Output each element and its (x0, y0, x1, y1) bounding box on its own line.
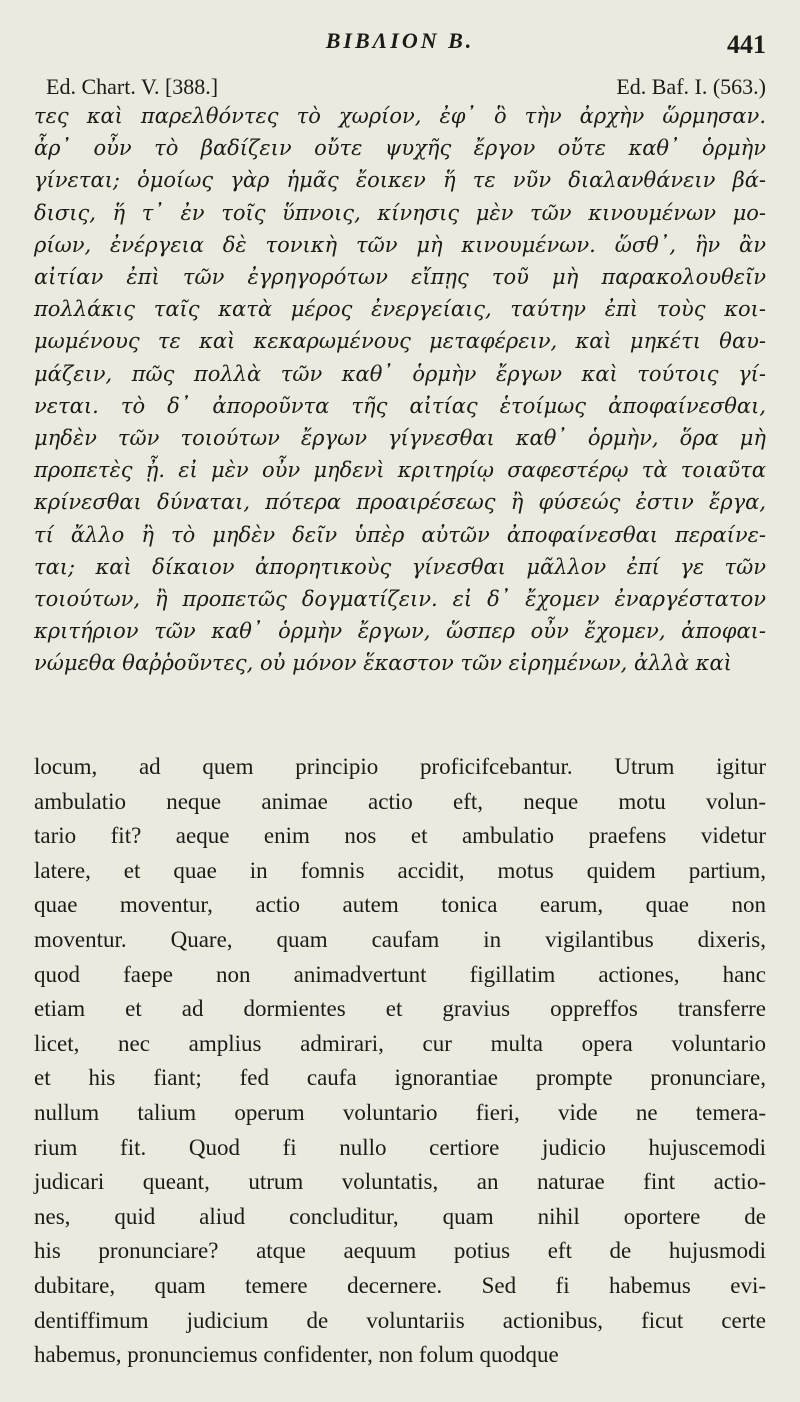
latin-text-line: nullum talium operum voluntario fieri, vide ne temera- (34, 1099, 766, 1125)
latin-text-line: locum, ad quem principio proficifcebantur. Utrum igitur (34, 754, 766, 779)
greek-text-line: κριτήριον τῶν καθ᾽ ὁρμὴν ἔργων, ὥσπερ οὖν ἔχομεν, ἀποφαι- (34, 619, 766, 644)
latin-text-line: latere, et quae in fomnis accidit, motus quidem partium, (34, 857, 766, 883)
latin-text-line: ambulatio neque animae actio eft, neque motu volun- (34, 788, 766, 814)
latin-text-line: et his fiant; fed caufa ignorantiae prompte pronunciare, (34, 1065, 766, 1091)
greek-text-line: νώμεθα θαῤῥοῦντες, οὐ μόνον ἕκαστον τῶν εἰρημένων, ἀλλὰ καὶ (34, 651, 732, 676)
latin-text-line: his pronunciare? atque aequum potius eft de hujusmodi (34, 1238, 766, 1264)
greek-text-line: γίνεται; ὁμοίως γὰρ ἡμᾶς ἔοικεν ἥ τε νῦν διαλανθάνειν βά- (34, 168, 766, 193)
greek-text-line: μωμένους τε καὶ κεκαρωμένους μεταφέρειν, καὶ μηκέτι θαυ- (34, 329, 766, 354)
greek-text-line: πολλάκις ταῖς κατὰ μέρος ἐνεργείαις, ταύτην ἐπὶ τοὺς κοι- (34, 297, 766, 322)
greek-text-line: τί ἄλλο ἢ τὸ μηδὲν δεῖν ὑπὲρ αὐτῶν ἀποφαίνεσθαι περαίνε- (34, 522, 766, 547)
greek-text-line: μάζειν, πῶς πολλὰ τῶν καθ᾽ ὁρμὴν ἔργων καὶ τούτοις γί- (34, 361, 766, 386)
latin-text-line: etiam et ad dormientes et gravius oppreffos transferre (34, 996, 766, 1022)
greek-text-line: τοιούτων, ἢ προπετῶς δογματίζειν. εἰ δ᾽ ἔχομεν ἐναργέστατον (34, 587, 766, 612)
greek-text-line: νεται. τὸ δ᾽ ἀποροῦντα τῆς αἰτίας ἑτοίμως ἀποφαίνεσθαι, (34, 393, 766, 418)
running-title: BIBΛΙΟΝ B. (325, 28, 475, 53)
latin-text-line: nes, quid aliud concluditur, quam nihil oportere de (34, 1203, 766, 1229)
greek-text-line: κρίνεσθαι δύναται, πότερα προαιρέσεως ἢ φύσεώς ἐστιν ἔργα, (34, 490, 766, 515)
latin-text-line: dubitare, quam temere decernere. Sed fi habemus evi- (34, 1272, 766, 1298)
latin-text-line: quod faepe non animadvertunt figillatim actiones, hanc (34, 961, 766, 987)
latin-text-line: judicari queant, utrum voluntatis, an naturae fint actio- (34, 1169, 766, 1195)
greek-text-line: ται; καὶ δίκαιον ἀπορητικοὺς γίνεσθαι μᾶλλον ἐπί γε τῶν (34, 554, 766, 579)
greek-text-block (34, 100, 766, 680)
greek-text-line: μηδὲν τῶν τοιούτων ἔργων γίγνεσθαι καθ᾽ ὁρμὴν, ὅρα μὴ (34, 426, 766, 451)
latin-text-block (34, 750, 766, 1373)
edition-reference-basel: Ed. Baf. I. (563.) (616, 74, 766, 99)
greek-text-line: ἆρ᾽ οὖν τὸ βαδίζειν οὔτε ψυχῆς ἔργον οὔτε καθ᾽ ὁρμὴν (34, 136, 766, 161)
greek-text-line: ρίων, ἐνέργεια δὲ τονικὴ τῶν μὴ κινουμένων. ὥσθ᾽, ἣν ἂν (34, 232, 766, 257)
latin-text-line: tario fit? aeque enim nos et ambulatio praefens videtur (34, 823, 766, 849)
latin-text-line: dentiffimum judicium de voluntariis actionibus, ficut certe (34, 1307, 766, 1333)
latin-text-line: quae moventur, actio autem tonica earum, quae non (34, 892, 766, 918)
latin-text-line: habemus, pronunciemus confidenter, non folum quodque (34, 1342, 559, 1368)
greek-text-line: δισις, ἥ τ᾽ ἐν τοῖς ὕπνοις, κίνησις μὲν τῶν κινουμένων μο- (34, 200, 766, 225)
latin-text-line: licet, nec amplius admirari, cur multa opera voluntario (34, 1030, 766, 1056)
edition-reference-chartier: Ed. Chart. V. [388.] (46, 74, 219, 99)
latin-text-line: rium fit. Quod fi nullo certiore judicio hujuscemodi (34, 1134, 766, 1160)
latin-text-line: moventur. Quare, quam caufam in vigilantibus dixeris, (34, 926, 766, 952)
greek-text-line: προπετὲς ᾖ. εἰ μὲν οὖν μηδενὶ κριτηρίῳ σαφεστέρῳ τὰ τοιαῦτα (34, 458, 766, 483)
page-number: 441 (727, 30, 766, 59)
greek-text-line: αἰτίαν ἐπὶ τῶν ἐγρηγορότων εἴπῃς τοῦ μὴ παρακολουθεῖν (34, 265, 766, 290)
greek-text-line: τες καὶ παρελθόντες τὸ χωρίον, ἐφ᾽ ὃ τὴν ἀρχὴν ὥρμησαν. (34, 104, 766, 128)
